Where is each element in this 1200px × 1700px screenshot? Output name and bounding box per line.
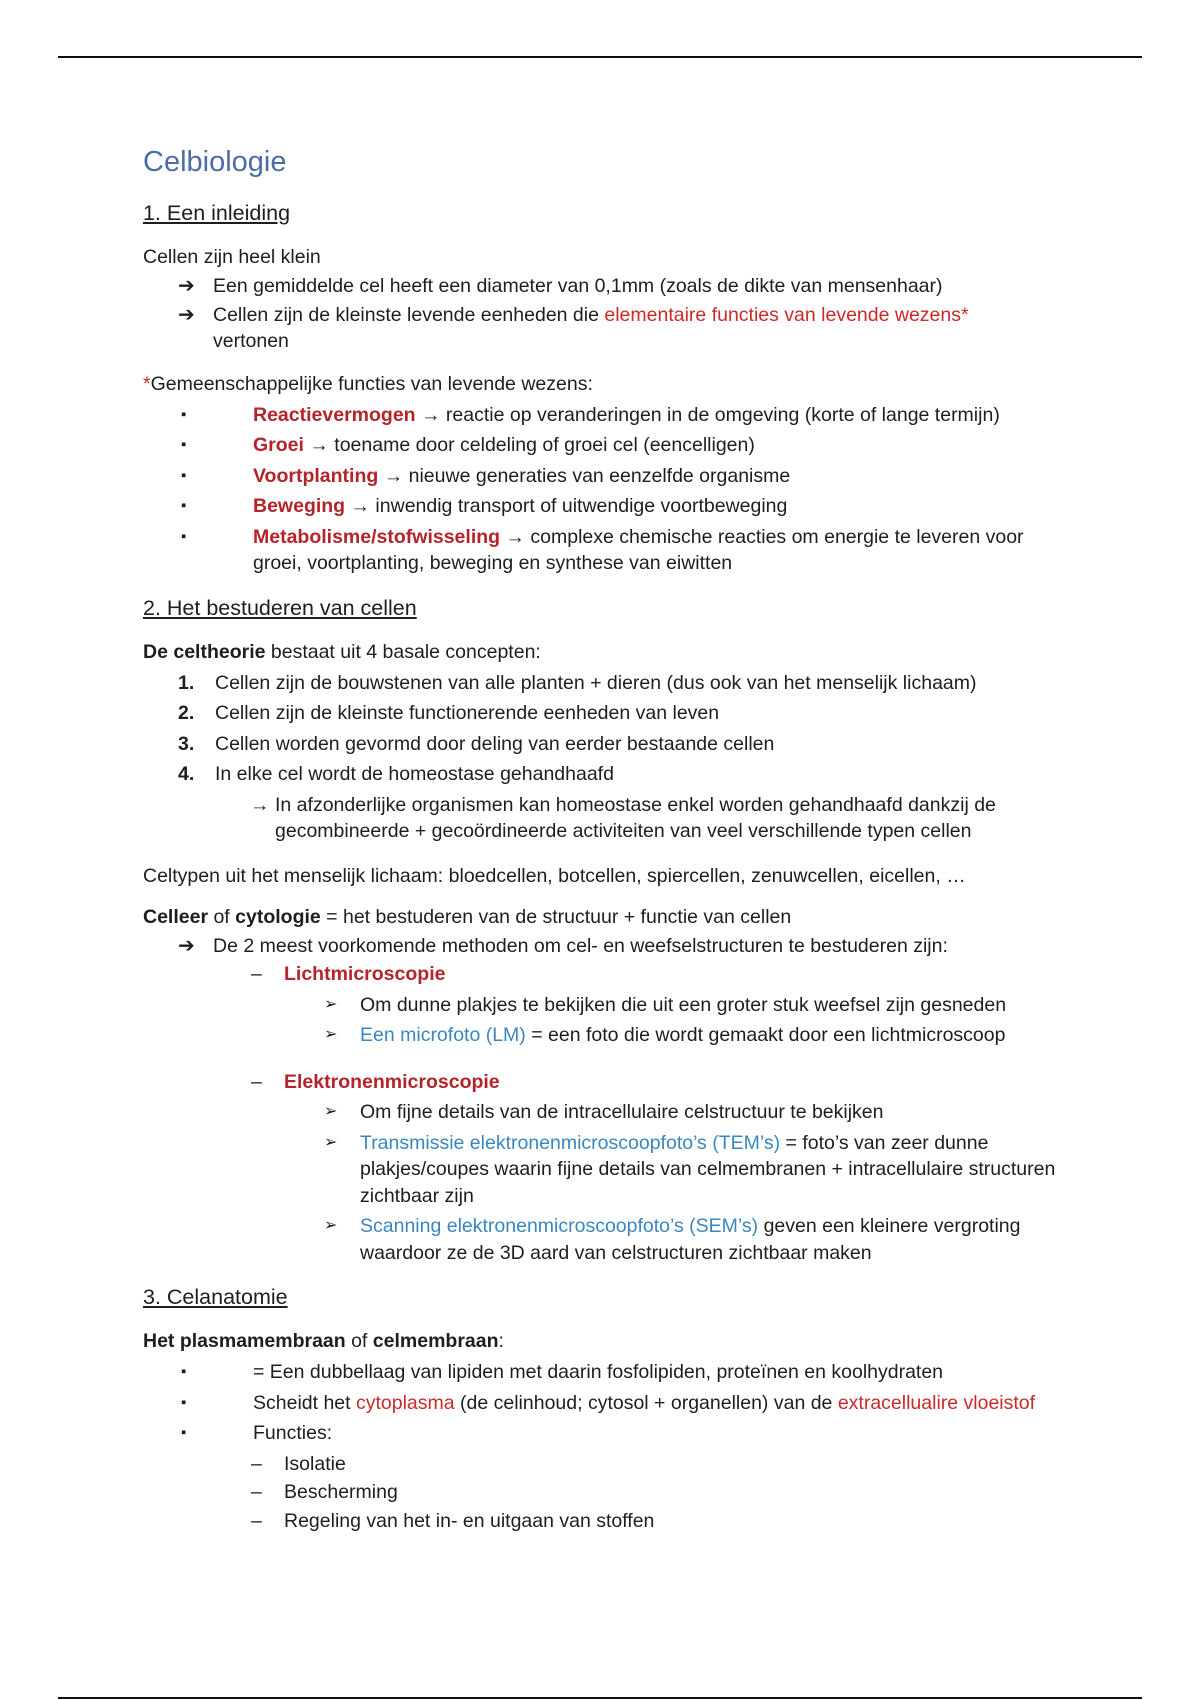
dash-marker: –	[251, 1070, 262, 1093]
list-item	[143, 524, 1063, 577]
list-item-text: Een gemiddelde cel heeft een diameter van 0,1mm (zoals de dikte van mensenhaar)	[213, 275, 943, 297]
list-item	[143, 1359, 1063, 1386]
list-item	[143, 731, 1063, 758]
plasmamembraan-intro	[143, 1328, 1063, 1355]
bullet-icon: ▪	[181, 497, 187, 514]
function-desc: → nieuwe generaties van eenzelfde organisme	[378, 464, 791, 487]
text-segment: = het bestuderen van de structuur + functie van cellen	[320, 905, 792, 928]
asterisk: *	[143, 372, 151, 395]
blue-term: Scanning elektronenmicroscoopfoto’s (SEM’s)	[360, 1215, 759, 1237]
highlight-term: elementaire functies van levende wezens*	[604, 303, 969, 326]
list-item	[143, 1479, 1063, 1506]
bullet-icon: ▪	[181, 405, 187, 423]
triangle-bullet-icon: ➢	[324, 1217, 338, 1234]
intro-text: Cellen zijn heel klein	[143, 246, 321, 268]
text-segment: = een foto die wordt gemaakt door een lichtmicroscoop	[525, 1024, 1006, 1046]
dash-marker: –	[251, 963, 262, 985]
functies-list	[143, 1451, 1063, 1535]
arrow-icon: →	[250, 793, 270, 816]
list-item-text: De 2 meest voorkomende methoden om cel- en weefselstructuren te bestuderen zijn:	[213, 934, 948, 957]
celltypes-text: Celtypen uit het menselijk lichaam: bloedcellen, botcellen, spiercellen, zenuwcellen, eicellen, …	[143, 864, 966, 887]
blue-term: Een microfoto (LM)	[360, 1024, 526, 1046]
list-item-text: Functies:	[253, 1422, 333, 1444]
list-item	[143, 933, 1063, 960]
bold-term: cytologie	[235, 905, 321, 928]
section-heading-2: 2. Het bestuderen van cellen	[143, 595, 417, 620]
bold-term: Het plasmamembraan	[143, 1330, 346, 1352]
text-segment: of	[208, 905, 236, 928]
celleer-definition	[143, 904, 1063, 931]
method-em	[143, 1069, 1063, 1096]
list-number: 4.	[178, 763, 195, 785]
list-number: 1.	[178, 671, 195, 694]
list-item-text: In elke cel wordt de homeostase gehandhaafd	[215, 763, 614, 785]
document-body	[143, 144, 1063, 1536]
functions-intro	[143, 371, 1063, 398]
list-item-text: Cellen zijn de kleinste functionerende eenheden van leven	[215, 702, 720, 724]
function-desc: → reactie op veranderingen in de omgeving (korte of lange termijn)	[415, 403, 1000, 426]
list-item	[143, 1451, 1063, 1478]
list-item-text: Om fijne details van de intracellulaire celstructuur te bekijken	[360, 1101, 884, 1123]
list-item	[143, 463, 1063, 490]
highlight-term: extracellualire vloeistof	[837, 1391, 1036, 1414]
text-segment: Cellen zijn de kleinste levende eenheden die	[213, 303, 605, 326]
list-item	[143, 1508, 1063, 1535]
arrow-icon: ➔	[178, 275, 195, 297]
bold-term: Celleer	[143, 905, 209, 928]
sub-note-text: In afzonderlijke organismen kan homeostase enkel worden gehandhaafd dankzij de gecombineerde + gecoördineerde activiteiten van veel verschillende typen cellen	[275, 793, 996, 842]
list-item	[143, 1390, 1063, 1417]
list-item	[143, 761, 1063, 788]
bullet-icon: ▪	[181, 1424, 187, 1441]
triangle-bullet-icon: ➢	[324, 1026, 338, 1043]
concepts-list	[143, 670, 1063, 845]
list-item-text: Bescherming	[284, 1481, 398, 1503]
list-item	[143, 273, 1063, 300]
triangle-bullet-icon: ➢	[324, 1103, 338, 1120]
lm-list	[143, 992, 1063, 1049]
text-segment: = foto’s van zeer dunne plakjes/coupes waarin fijne details van celmembranen + intracellulaire structuren zichtbaar zijn	[360, 1131, 1056, 1207]
text-segment: Gemeenschappelijke functies van levende wezens:	[150, 372, 593, 395]
function-desc: → complexe chemische reacties om energie te leveren voor groei, voortplanting, beweging en synthese van eiwitten	[253, 525, 1024, 574]
arrow-icon: ➔	[178, 934, 195, 957]
list-item-text: = Een dubbellaag van lipiden met daarin fosfolipiden, proteïnen en koolhydraten	[253, 1361, 944, 1383]
dash-marker: –	[251, 1481, 262, 1503]
list-item	[143, 493, 1063, 520]
method-lm	[143, 961, 1063, 988]
bullet-icon: ▪	[181, 466, 187, 484]
dash-marker: –	[251, 1509, 262, 1532]
list-item-text: Cellen zijn de bouwstenen van alle planten + dieren (dus ook van het menselijk lichaam)	[215, 671, 977, 694]
list-item-text	[213, 302, 1063, 355]
bold-term: celmembraan	[372, 1330, 499, 1352]
function-term: Groei	[253, 434, 304, 456]
text-segment: Scheidt het	[253, 1391, 356, 1414]
arrow-icon: ➔	[178, 303, 195, 326]
blue-term: Transmissie elektronenmicroscoopfoto’s (TEM’s)	[360, 1131, 781, 1154]
text-segment: (de celinhoud; cytosol + organellen) van de	[454, 1391, 838, 1414]
list-item-text: Isolatie	[284, 1452, 346, 1475]
bullet-icon: ▪	[181, 436, 187, 453]
highlight-term: cytoplasma	[355, 1391, 455, 1414]
em-list	[143, 1099, 1063, 1266]
bold-term: De celtheorie	[143, 640, 266, 663]
list-item-text: Om dunne plakjes te bekijken die uit een groter stuk weefsel zijn gesneden	[360, 993, 1007, 1016]
list-item	[143, 1130, 1063, 1210]
list-item	[143, 1213, 1063, 1266]
list-item	[143, 302, 1063, 355]
section-heading-1: 1. Een inleiding	[143, 201, 291, 225]
method-title: Elektronenmicroscopie	[284, 1070, 500, 1093]
triangle-bullet-icon: ➢	[324, 995, 338, 1013]
list-item	[143, 700, 1063, 727]
text-segment: geven een kleinere vergroting waardoor ze de 3D aard van celstructuren zichtbaar maken	[360, 1215, 1021, 1264]
list-item-text: Regeling van het in- en uitgaan van stoffen	[284, 1509, 655, 1532]
function-desc: → inwendig transport of uitwendige voortbeweging	[345, 495, 788, 517]
list-number: 2.	[178, 702, 195, 724]
bullet-icon: ▪	[181, 1393, 187, 1411]
header-rule	[58, 56, 1142, 58]
section-heading-3: 3. Celanatomie	[143, 1285, 288, 1309]
list-item	[143, 1420, 1063, 1447]
page-title: Celbiologie	[143, 146, 287, 178]
dash-marker: –	[251, 1452, 262, 1475]
celtheorie-intro	[143, 639, 1063, 666]
sub-note	[215, 792, 1063, 845]
functions-list	[143, 402, 1063, 577]
function-term: Metabolisme/stofwisseling	[253, 525, 501, 548]
method-title: Lichtmicroscopie	[284, 963, 446, 985]
footer-rule	[58, 1697, 1142, 1699]
text-segment: vertonen	[213, 330, 289, 352]
list-item	[143, 432, 1063, 459]
membrane-list	[143, 1359, 1063, 1447]
function-term: Voortplanting	[253, 464, 379, 487]
list-item	[143, 1022, 1063, 1049]
text-segment: of	[345, 1330, 373, 1352]
function-term: Beweging	[253, 495, 346, 517]
text-segment: bestaat uit 4 basale concepten:	[265, 640, 541, 663]
list-item	[143, 670, 1063, 697]
list-item-text: Cellen worden gevormd door deling van eerder bestaande cellen	[215, 732, 775, 755]
triangle-bullet-icon: ➢	[324, 1133, 338, 1151]
function-term: Reactievermogen	[253, 403, 416, 426]
list-item	[143, 1099, 1063, 1126]
list-item	[143, 402, 1063, 429]
bullet-icon: ▪	[181, 527, 187, 545]
list-number: 3.	[178, 732, 195, 755]
list-item	[143, 992, 1063, 1019]
function-desc: → toename door celdeling of groei cel (eencelligen)	[303, 434, 755, 456]
bullet-icon: ▪	[181, 1363, 187, 1380]
text-segment: :	[498, 1330, 504, 1352]
